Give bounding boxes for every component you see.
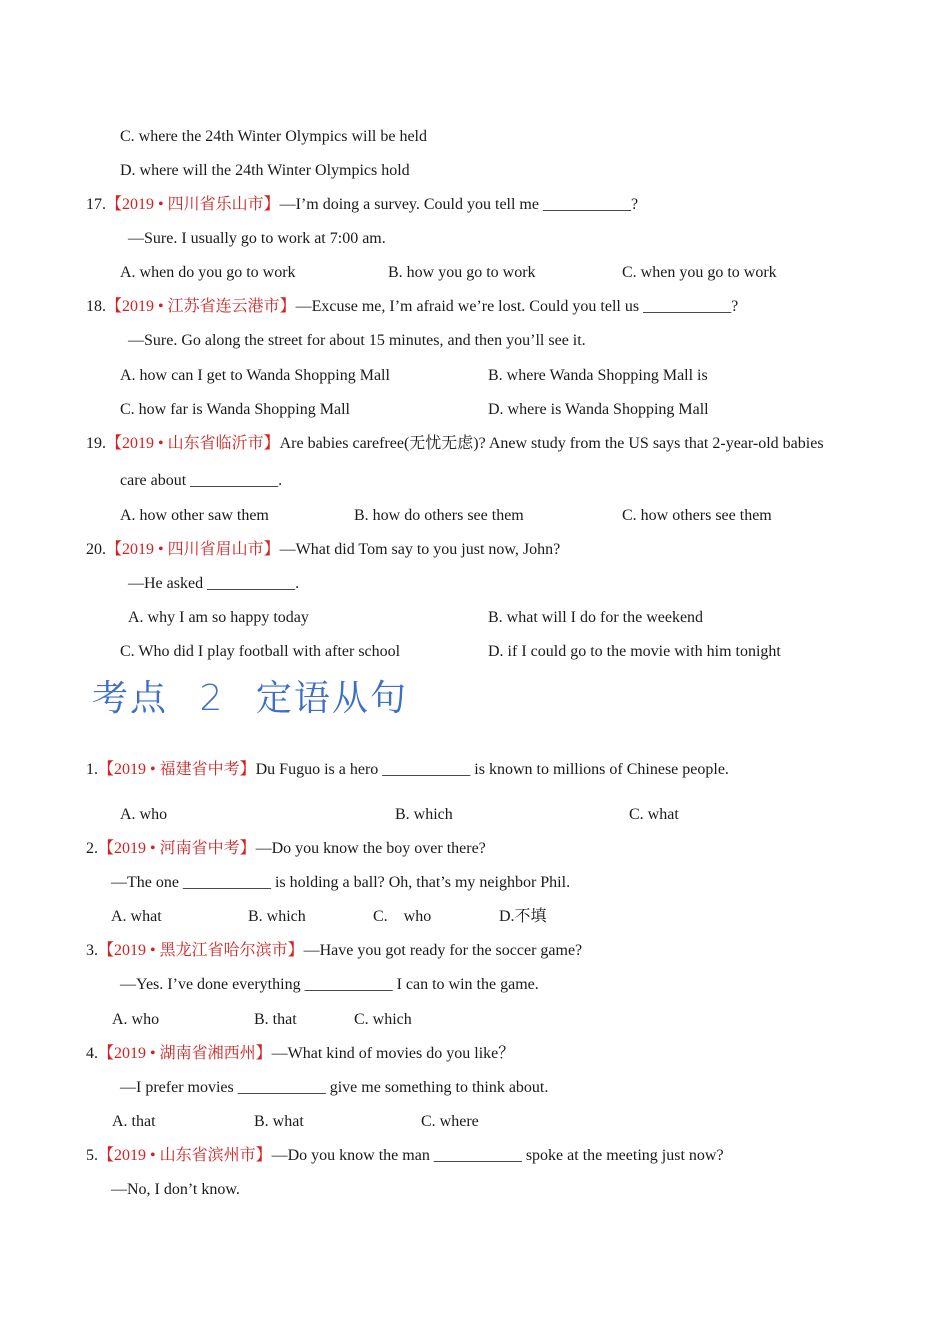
q19-text-continued: care about ___________. — [120, 472, 283, 489]
s4-reply: —I prefer movies ___________ give me something to think about. — [120, 1079, 549, 1096]
q17-option-a: A. when do you go to work — [120, 264, 296, 281]
q20-option-a: A. why I am so happy today — [128, 609, 309, 626]
s2-option-a: A. what — [111, 908, 162, 925]
source-tag: 【2019 • 四川省乐山市】 — [106, 196, 280, 213]
question-19 — [86, 434, 824, 454]
question-number: 1. — [86, 761, 98, 778]
question-text: —Excuse me, I’m afraid we’re lost. Could you tell us ___________? — [295, 298, 739, 315]
source-tag: 【2019 • 湖南省湘西州】 — [98, 1045, 272, 1062]
q20-option-d: D. if I could go to the movie with him tonight — [488, 643, 781, 660]
question-text: —What did Tom say to you just now, John? — [279, 541, 561, 558]
q18-reply: —Sure. Go along the street for about 15 minutes, and then you’ll see it. — [128, 332, 586, 349]
question-text: —Have you got ready for the soccer game? — [303, 942, 583, 959]
source-tag: 【2019 • 河南省中考】 — [98, 840, 256, 857]
source-tag: 【2019 • 山东省临沂市】 — [106, 435, 280, 452]
q19-option-b: B. how do others see them — [354, 507, 524, 524]
source-tag: 【2019 • 四川省眉山市】 — [106, 541, 280, 558]
question-5 — [86, 1146, 724, 1166]
q19-option-a: A. how other saw them — [120, 507, 269, 524]
q17-reply: —Sure. I usually go to work at 7:00 am. — [128, 230, 386, 247]
s2-reply: —The one ___________ is holding a ball? Oh, that’s my neighbor Phil. — [111, 874, 571, 891]
q17-option-b: B. how you go to work — [388, 264, 536, 281]
question-17 — [86, 195, 638, 215]
q17-option-c: C. when you go to work — [622, 264, 777, 281]
q18-option-c: C. how far is Wanda Shopping Mall — [120, 401, 350, 418]
heading-part-2: 2 — [199, 678, 225, 719]
source-tag: 【2019 • 山东省滨州市】 — [98, 1147, 272, 1164]
question-text: —Do you know the boy over there? — [255, 840, 486, 857]
s2-option-d: D.不填 — [499, 908, 547, 925]
q18-option-b: B. where Wanda Shopping Mall is — [488, 367, 708, 384]
question-1 — [86, 760, 729, 780]
section-heading — [92, 676, 408, 722]
question-3 — [86, 941, 582, 961]
s1-option-a: A. who — [120, 806, 168, 823]
source-tag: 【2019 • 黑龙江省哈尔滨市】 — [98, 942, 304, 959]
s5-reply: —No, I don’t know. — [111, 1181, 240, 1198]
question-number: 2. — [86, 840, 98, 857]
question-text: —I’m doing a survey. Could you tell me ___________? — [279, 196, 639, 213]
q18-option-d: D. where is Wanda Shopping Mall — [488, 401, 709, 418]
question-text: —Do you know the man ___________ spoke at the meeting just now? — [271, 1147, 724, 1164]
s4-option-c: C. where — [421, 1113, 479, 1130]
question-4 — [86, 1044, 514, 1064]
s3-option-a: A. who — [112, 1011, 160, 1028]
question-number: 20. — [86, 541, 106, 558]
s4-option-a: A. that — [112, 1113, 156, 1130]
question-text: Are babies carefree(无忧无虑)? Anew study from the US says that 2-year-old babies — [279, 435, 824, 452]
question-number: 4. — [86, 1045, 98, 1062]
question-number: 3. — [86, 942, 98, 959]
q16-option-c: C. where the 24th Winter Olympics will be held — [120, 128, 427, 145]
q18-option-a: A. how can I get to Wanda Shopping Mall — [120, 367, 390, 384]
s4-option-b: B. what — [254, 1113, 304, 1130]
s3-option-b: B. that — [254, 1011, 297, 1028]
question-text: Du Fuguo is a hero ___________ is known to millions of Chinese people. — [255, 761, 729, 778]
question-18 — [86, 297, 738, 317]
s1-option-c: C. what — [629, 806, 679, 823]
s2-option-b: B. which — [248, 908, 306, 925]
q19-option-c: C. how others see them — [622, 507, 772, 524]
source-tag: 【2019 • 福建省中考】 — [98, 761, 256, 778]
question-number: 17. — [86, 196, 106, 213]
source-tag: 【2019 • 江苏省连云港市】 — [106, 298, 296, 315]
question-number: 19. — [86, 435, 106, 452]
heading-part-1: 考点 — [92, 678, 169, 719]
q20-option-b: B. what will I do for the weekend — [488, 609, 704, 626]
q20-reply: —He asked ___________. — [128, 575, 300, 592]
q16-option-d: D. where will the 24th Winter Olympics hold — [120, 162, 410, 179]
q20-option-c: C. Who did I play football with after school — [120, 643, 401, 660]
s2-option-c: C. who — [373, 908, 432, 925]
question-number: 18. — [86, 298, 106, 315]
heading-part-3: 定语从句 — [255, 678, 408, 719]
question-2 — [86, 839, 486, 859]
question-text: —What kind of movies do you like？ — [271, 1045, 515, 1062]
question-20 — [86, 540, 560, 560]
s3-reply: —Yes. I’ve done everything ___________ I can to win the game. — [120, 976, 539, 993]
s1-option-b: B. which — [395, 806, 453, 823]
question-number: 5. — [86, 1147, 98, 1164]
s3-option-c: C. which — [354, 1011, 412, 1028]
